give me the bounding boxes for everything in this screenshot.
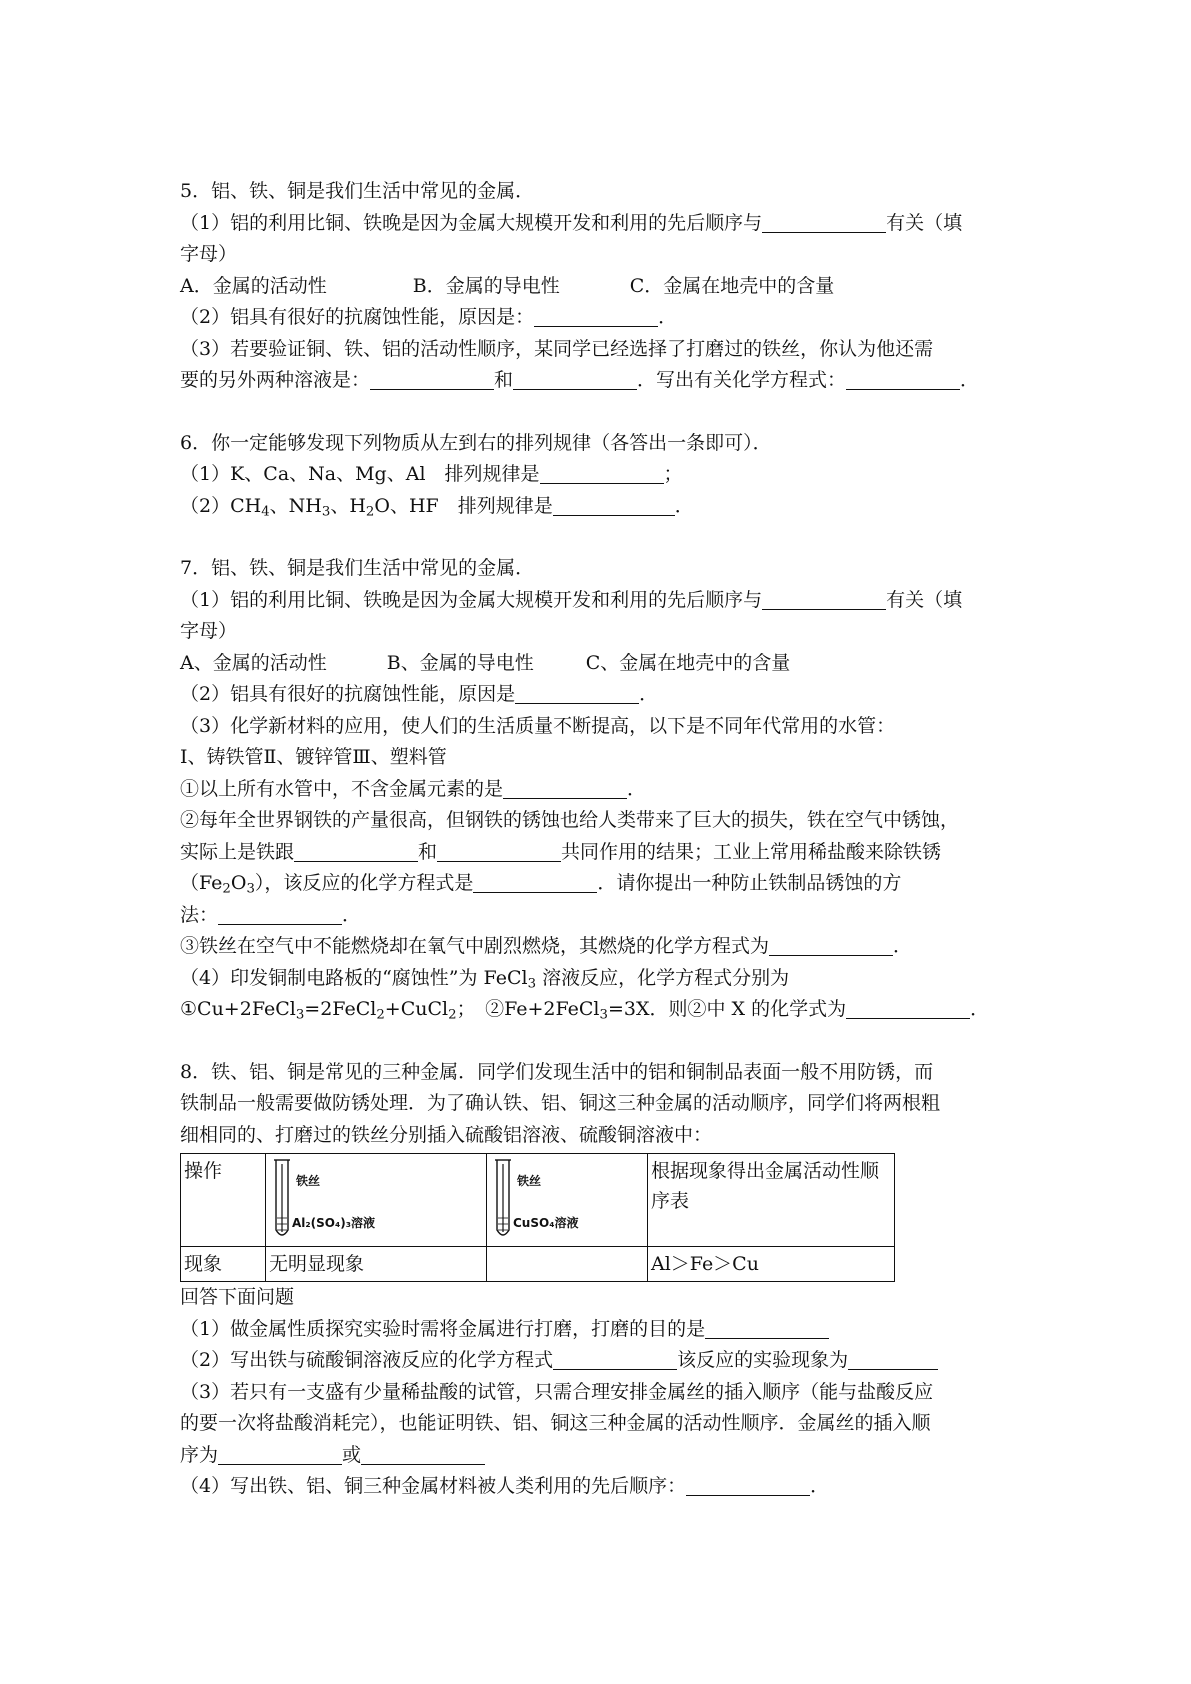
q7-sub1-text: ①以上所有水管中，不含金属元素的是: [180, 777, 504, 800]
q7-part1: [180, 585, 1020, 617]
table-cell-tube2: [487, 1154, 648, 1247]
answer-blank[interactable]: [686, 1473, 810, 1496]
answer-blank[interactable]: [762, 210, 886, 233]
q7-sub1: [180, 774, 1020, 806]
formula-text: =2FeCl: [304, 998, 377, 1020]
q7-sub2-cont: [180, 837, 1020, 869]
option-a: A．金属的活动性: [180, 274, 327, 297]
period: ．: [810, 1475, 830, 1497]
q8-part2-text: 该反应的实验现象为: [677, 1349, 849, 1371]
q7-part2-text: （2）铝具有很好的抗腐蚀性能，原因是: [180, 683, 516, 705]
formula-text: O: [230, 872, 247, 894]
answer-blank[interactable]: [218, 902, 342, 925]
option-c: C．金属在地壳中的含量: [629, 274, 835, 297]
test-tube-icon: [270, 1158, 294, 1242]
answer-blank[interactable]: [769, 933, 893, 956]
table-cell-label: 操作: [181, 1154, 266, 1247]
q7-sub2-text: 实际上是铁跟: [180, 840, 295, 863]
subscript: 3: [295, 1007, 305, 1023]
q8-part1-text: （1）做金属性质探究实验时需将金属进行打磨，打磨的目的是: [180, 1317, 706, 1340]
q5-part2-text: （2）铝具有很好的抗腐蚀性能，原因是：: [180, 306, 535, 328]
answer-blank[interactable]: [553, 1347, 677, 1370]
answer-blank[interactable]: [437, 839, 561, 862]
q8-intro-2: 铁制品一般需要做防锈处理．为了确认铁、铝、铜这三种金属的活动顺序，同学们将两根粗: [180, 1092, 941, 1114]
q7-title: 7．铝、铁、铜是我们生活中常见的金属．: [180, 557, 535, 579]
q7-sub2-text: ．请你提出一种防止铁制品锈蚀的方: [597, 872, 902, 894]
test-tube-icon: [491, 1158, 515, 1242]
answer-blank[interactable]: [370, 367, 494, 390]
conj-and: 和: [418, 840, 438, 863]
answer-blank[interactable]: [848, 1347, 938, 1370]
q7-sub3-text: ③铁丝在空气中不能燃烧却在氧气中剧烈燃烧，其燃烧的化学方程式为: [180, 935, 770, 957]
period: ．: [639, 683, 659, 705]
tube2-solution-label: CuSO₄溶液: [513, 1216, 579, 1230]
period: ．: [658, 306, 678, 328]
table-cell: 无明显现象: [266, 1247, 487, 1282]
q8-intro-3: 细相同的、打磨过的铁丝分别插入硫酸铝溶液、硫酸铜溶液中：: [180, 1123, 713, 1146]
q7-sub2-cont2: [180, 868, 1020, 900]
subscript: 3: [599, 1007, 608, 1023]
answer-blank[interactable]: [553, 493, 675, 516]
q8-part4: [180, 1471, 1020, 1503]
period: ．: [674, 494, 694, 517]
option-a: A、金属的活动性: [180, 651, 327, 674]
formula-text: 、H: [330, 494, 366, 517]
q8-part2: [180, 1345, 1020, 1377]
q5-part2: [180, 302, 1020, 334]
tube1-wire-label: 铁丝: [296, 1174, 321, 1188]
q5-part1-tail: 有关（填: [886, 211, 963, 234]
subscript: 3: [321, 503, 331, 519]
q8-part3-text: 序为: [180, 1443, 219, 1466]
option-b: B．金属的导电性: [412, 274, 560, 297]
q8-part3-cont2: [180, 1440, 1020, 1472]
answer-blank[interactable]: [534, 304, 658, 327]
q7-sub2-text: ），该反应的化学方程式是: [254, 872, 474, 894]
tube1-solution-label: Al₂(SO₄)₃溶液: [292, 1216, 375, 1230]
q7-part2: [180, 679, 1020, 711]
q5-part3-text: 要的另外两种溶液是：: [180, 369, 371, 391]
q7-options: [180, 648, 1020, 680]
q5-part1-cont: 字母）: [180, 243, 238, 265]
formula-text: ； ②Fe+2FeCl: [456, 998, 600, 1020]
formula-text: =3X．则②中 X 的化学式为: [607, 998, 847, 1020]
q7-part4: [180, 963, 1020, 995]
period: ．: [342, 903, 362, 926]
formula-text: +CuCl: [384, 998, 449, 1020]
table-cell: Al＞Fe＞Cu: [648, 1247, 895, 1282]
answer-blank[interactable]: [540, 461, 664, 484]
q5-part3-eq: ．写出有关化学方程式：: [637, 369, 847, 391]
tube2-wire-label: 铁丝: [517, 1174, 542, 1188]
answer-blank[interactable]: [846, 367, 960, 390]
subscript: 3: [246, 881, 255, 897]
q6-part1: [180, 459, 1020, 491]
q7-part3: （3）化学新材料的应用，使人们的生活质量不断提高，以下是不同年代常用的水管：: [180, 714, 896, 737]
subscript: 2: [365, 503, 375, 519]
q7-part1-text: （1）铝的利用比铜、铁晚是因为金属大规模开发和利用的先后顺序与: [180, 588, 763, 611]
q5-part3: （3）若要验证铜、铁、铝的活动性顺序，某同学已经选择了打磨过的铁丝，你认为他还需: [180, 337, 934, 360]
subscript: 2: [448, 1007, 457, 1023]
subscript: 3: [527, 975, 537, 991]
period: ．: [970, 998, 990, 1020]
q8-part3-cont: 的要一次将盐酸消耗完），也能证明铁、铝、铜这三种金属的活动性顺序．金属丝的插入顺: [180, 1412, 931, 1434]
subscript: 2: [376, 1007, 385, 1023]
option-b: B、金属的导电性: [386, 651, 534, 674]
subscript: 2: [222, 881, 231, 897]
period: ．: [627, 777, 647, 800]
formula-text: （2）CH: [180, 494, 262, 517]
q7-sub2-text: 共同作用的结果；工业上常用稀盐酸来除铁锈: [561, 840, 942, 863]
table-cell-tube1: [266, 1154, 487, 1247]
answer-blank[interactable]: [513, 367, 637, 390]
q8-part3: （3）若只有一支盛有少量稀盐酸的试管，只需合理安排金属丝的插入顺序（能与盐酸反应: [180, 1380, 934, 1403]
formula-text: 、NH: [269, 494, 322, 517]
q7-part1-cont: 字母）: [180, 620, 238, 642]
conj-or: 或: [342, 1443, 362, 1466]
q7-sub2-cont3: [180, 900, 1020, 932]
answer-blank[interactable]: [705, 1316, 829, 1339]
q7-sub2-text: 法：: [180, 903, 219, 926]
answer-blank[interactable]: [515, 681, 639, 704]
formula-text: O、HF 排列规律是: [374, 494, 553, 517]
subscript: 4: [261, 503, 270, 519]
q7-part4-text: （4）印发铜制电路板的“腐蚀性”为 FeCl: [180, 966, 528, 989]
semicolon: ；: [663, 463, 683, 485]
q7-sub2: ②每年全世界钢铁的产量很高，但钢铁的锈蚀也给人类带来了巨大的损失，铁在空气中锈蚀，: [180, 809, 960, 831]
experiment-table: [180, 1153, 895, 1282]
table-cell-empty[interactable]: [487, 1247, 648, 1282]
table-row: [181, 1154, 895, 1247]
period: ．: [960, 369, 980, 391]
q7-part4-text: 溶液反应，化学方程式分别为: [536, 966, 790, 989]
answer-blank[interactable]: [762, 587, 886, 610]
q7-pipes: Ⅰ、铸铁管Ⅱ、镀锌管Ⅲ、塑料管: [180, 746, 447, 768]
answer-blank[interactable]: [846, 996, 970, 1019]
q8-part2-text: （2）写出铁与硫酸铜溶液反应的化学方程式: [180, 1349, 554, 1371]
option-c: C、金属在地壳中的含量: [585, 651, 791, 674]
table-cell-label: 现象: [181, 1247, 266, 1282]
answer-blank[interactable]: [473, 870, 597, 893]
q6-part2: [180, 491, 1020, 523]
formula-text: ①Cu+2FeCl: [180, 998, 296, 1020]
q8-answer-intro: 回答下面问题: [180, 1286, 295, 1308]
answer-blank[interactable]: [361, 1442, 485, 1465]
answer-blank[interactable]: [218, 1442, 342, 1465]
q7-part1-tail: 有关（填: [886, 588, 963, 611]
table-cell-header: 根据现象得出金属活动性顺序表: [648, 1154, 895, 1247]
q6-part1-text: （1）K、Ca、Na、Mg、Al 排列规律是: [180, 463, 540, 485]
q5-part3-cont: [180, 365, 1020, 397]
q5-title: 5．铝、铁、铜是我们生活中常见的金属．: [180, 180, 535, 202]
q5-options: [180, 271, 1020, 303]
table-row: [181, 1247, 895, 1282]
q5-part1-text: （1）铝的利用比铜、铁晚是因为金属大规模开发和利用的先后顺序与: [180, 211, 763, 234]
q8-part1: [180, 1314, 1020, 1346]
answer-blank[interactable]: [503, 776, 627, 799]
q7-equations: [180, 994, 1020, 1026]
q8-intro-1: 8．铁、铝、铜是常见的三种金属．同学们发现生活中的铝和铜制品表面一般不用防锈，而: [180, 1060, 934, 1083]
q8-part4-text: （4）写出铁、铝、铜三种金属材料被人类利用的先后顺序：: [180, 1475, 687, 1497]
document-content: [180, 176, 1020, 1503]
q7-sub3: [180, 931, 1020, 963]
q6-title: 6．你一定能够发现下列物质从左到右的排列规律（各答出一条即可）．: [180, 431, 772, 454]
formula-text: （Fe: [180, 872, 223, 894]
q5-part1: [180, 208, 1020, 240]
period: ．: [893, 935, 913, 957]
conj-and: 和: [494, 369, 514, 391]
answer-blank[interactable]: [294, 839, 418, 862]
